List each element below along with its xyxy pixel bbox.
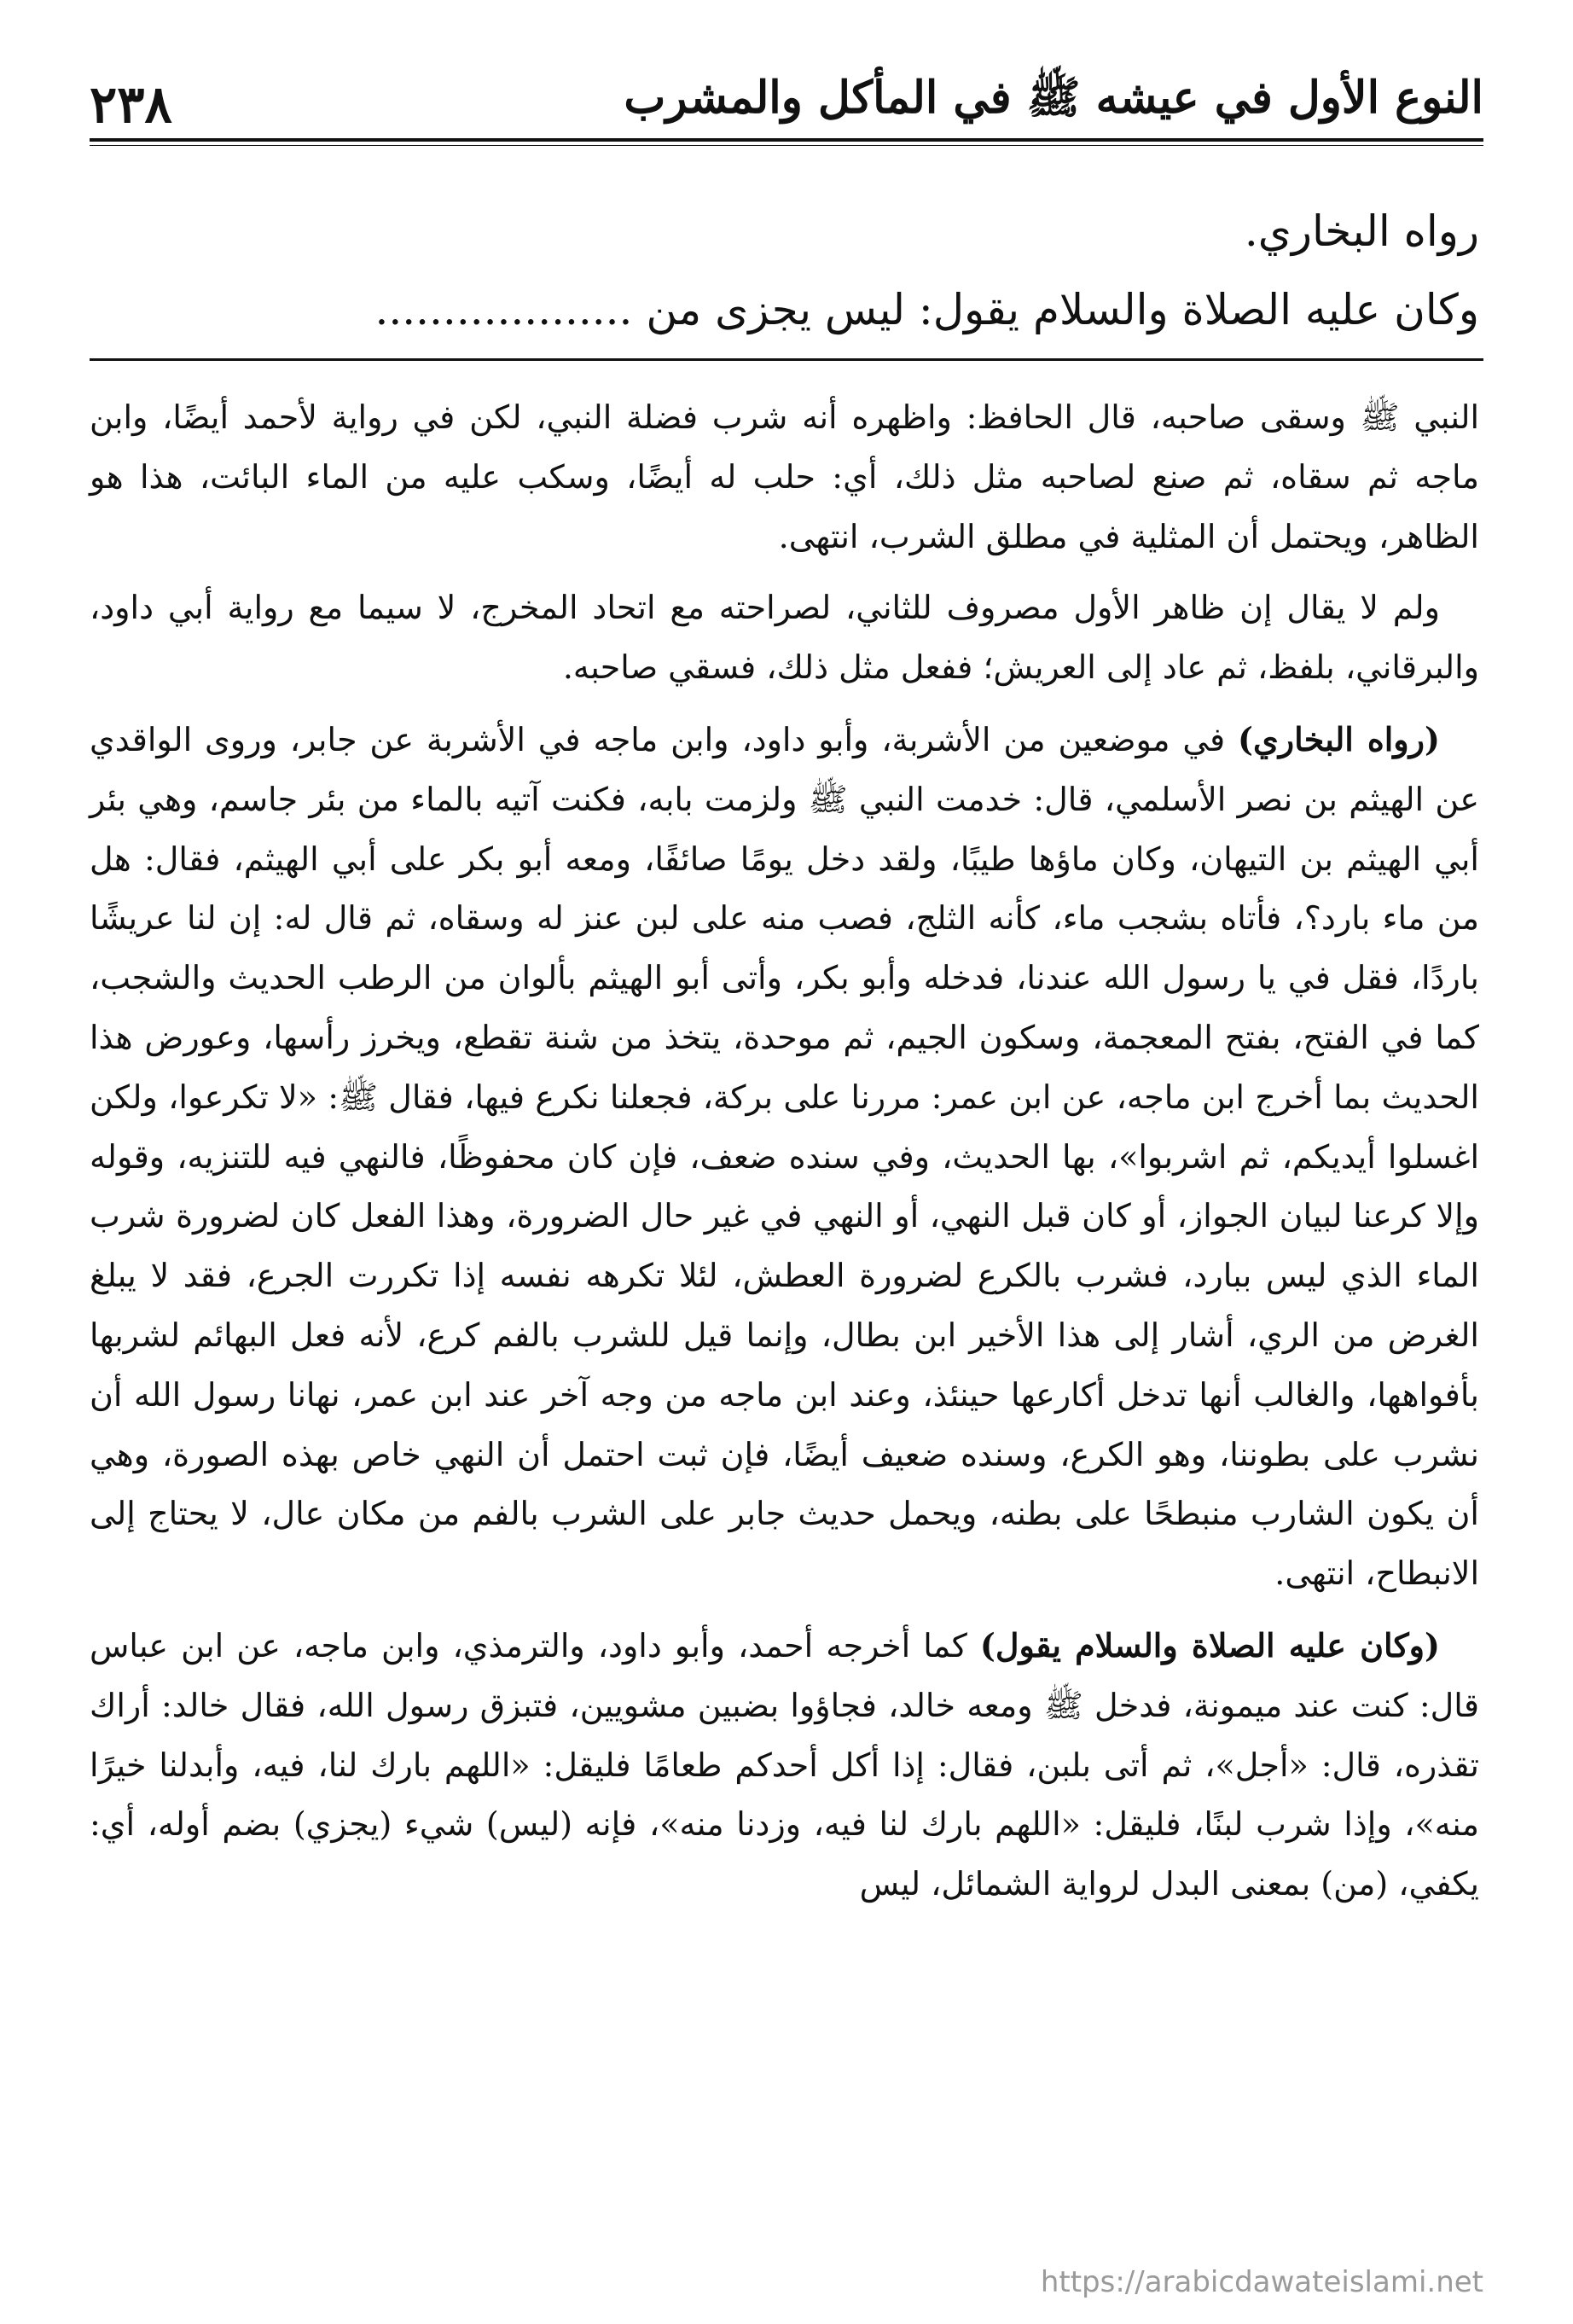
commentary-paragraph-1: النبي ﷺ وسقى صاحبه، قال الحافظ: واظهره أنه شرب فضلة النبي، لكن في رواية لأحمد أيضًا، وابن ماجه ثم سقاه، ثم صنع لصاحبه مثل ذلك، أي: حلب له أيضًا، وسكب عليه من الماء البائت، هذا هو الظاهر، ويحتمل أن المثلية في مطلق الشرب، انتهى. — [90, 398, 1479, 555]
commentary — [90, 388, 1479, 1926]
commentary-lemma-2: (وكان عليه الصلاة والسلام يقول) — [979, 1625, 1440, 1665]
main-text — [90, 192, 1479, 349]
commentary-paragraph-4 — [90, 1616, 1479, 1914]
commentary-lemma-1: (رواه البخاري) — [1238, 719, 1440, 758]
main-text-divider — [90, 358, 1483, 361]
running-title: النوع الأول في عيشه ﷺ في المأكل والمشرب — [624, 72, 1483, 124]
commentary-paragraph-4-body: كما أخرجه أحمد، وأبو داود، والترمذي، وابن ماجه، عن ابن عباس قال: كنت عند ميمونة، فدخل ﷺ ومعه خالد، فجاؤوا بضبين مشويين، فتبزق رسول الله، فقال خالد: أراك تقذره، قال: «أجل»، ثم أتى بلبن، فقال: إذا أكل أحدكم طعامًا فليقل: «اللهم بارك لنا، فيه، وأبدلنا خيرًا منه»، وإذا شرب لبنًا، فليقل: «اللهم بارك لنا فيه، وزدنا منه»، فإنه (ليس) شيء (يجزي) بضم أوله، أي: يكفي، (من) بمعنى البدل لرواية الشمائل، ليس — [90, 1626, 1479, 1903]
commentary-paragraph-3 — [90, 710, 1479, 1604]
commentary-paragraph-2: ولم لا يقال إن ظاهر الأول مصروف للثاني، لصراحته مع اتحاد المخرج، لا سيما مع رواية أبي داود، والبرقاني، بلفظ، ثم عاد إلى العريش؛ ففعل مثل ذلك، فسقي صاحبه. — [90, 589, 1479, 687]
page-header — [90, 67, 1483, 135]
commentary-paragraph-3-body: في موضعين من الأشربة، وأبو داود، وابن ماجه في الأشربة عن جابر، وروى الواقدي عن الهيثم بن نصر الأسلمي، قال: خدمت النبي ﷺ ولزمت بابه، فكنت آتيه بالماء من بئر جاسم، وهي بئر أبي الهيثم بن التيهان، وكان ماؤها طيبًا، ولقد دخل يومًا صائفًا، ومعه أبو بكر على أبي الهيثم، فقال: هل من ماء بارد؟، فأتاه بشجب ماء، كأنه الثلج، فصب منه على لبن عنز له وسقاه، ثم قال له: إن لنا عريشًا باردًا، فقل في يا رسول الله عندنا، فدخله وأبو بكر، وأتى أبو الهيثم بألوان من الرطب الحديث والشجب، كما في الفتح، بفتح المعجمة، وسكون الجيم، ثم موحدة، يتخذ من شنة تقطع، ويخرز رأسها، وعورض هذا الحديث بما أخرج ابن ماجه، عن ابن عمر: مررنا على بركة، فجعلنا نكرع فيها، فقال ﷺ: «لا تكرعوا، ولكن اغسلوا أيديكم، ثم اشربوا»، بها الحديث، وفي سنده ضعف، فإن كان محفوظًا، فالنهي فيه للتنزيه، وقوله وإلا كرعنا لبيان الجواز، أو كان قبل النهي، أو النهي في غير حال الضرورة، وهذا الفعل كان لضرورة شرب الماء الذي ليس ببارد، فشرب بالكرع لضرورة العطش، لئلا تكرهه نفسه إذا تكررت الجرع، فقد لا يبلغ الغرض من الري، أشار إلى هذا الأخير ابن بطال، وإنما قيل للشرب بالفم كرع، لأنه فعل البهائم لشربها بأفواهها، والغالب أنها تدخل أكارعها حينئذ، وعند ابن ماجه من وجه آخر عند ابن عمر، نهانا رسول الله أن نشرب على بطوننا، وهو الكرع، وسنده ضعيف أيضًا، فإن ثبت احتمل أن النهي خاص بهذه الصورة، وهي أن يكون الشارب منبطحًا على بطنه، ويحمل حديث جابر على الشرب بالفم من مكان عال، لا يحتاج إلى الانبطاح، انتهى. — [90, 720, 1479, 1593]
header-rule-thin — [90, 145, 1483, 146]
header-rule — [90, 138, 1483, 142]
watermark: https://arabicdawateislami.net — [1040, 2265, 1483, 2299]
main-text-line-2: وكان عليه الصلاة والسلام يقول: ليس يجزى من ................... — [374, 285, 1479, 334]
page-number: ٢٣٨ — [90, 75, 172, 135]
main-text-line-1: رواه البخاري. — [1244, 206, 1479, 256]
